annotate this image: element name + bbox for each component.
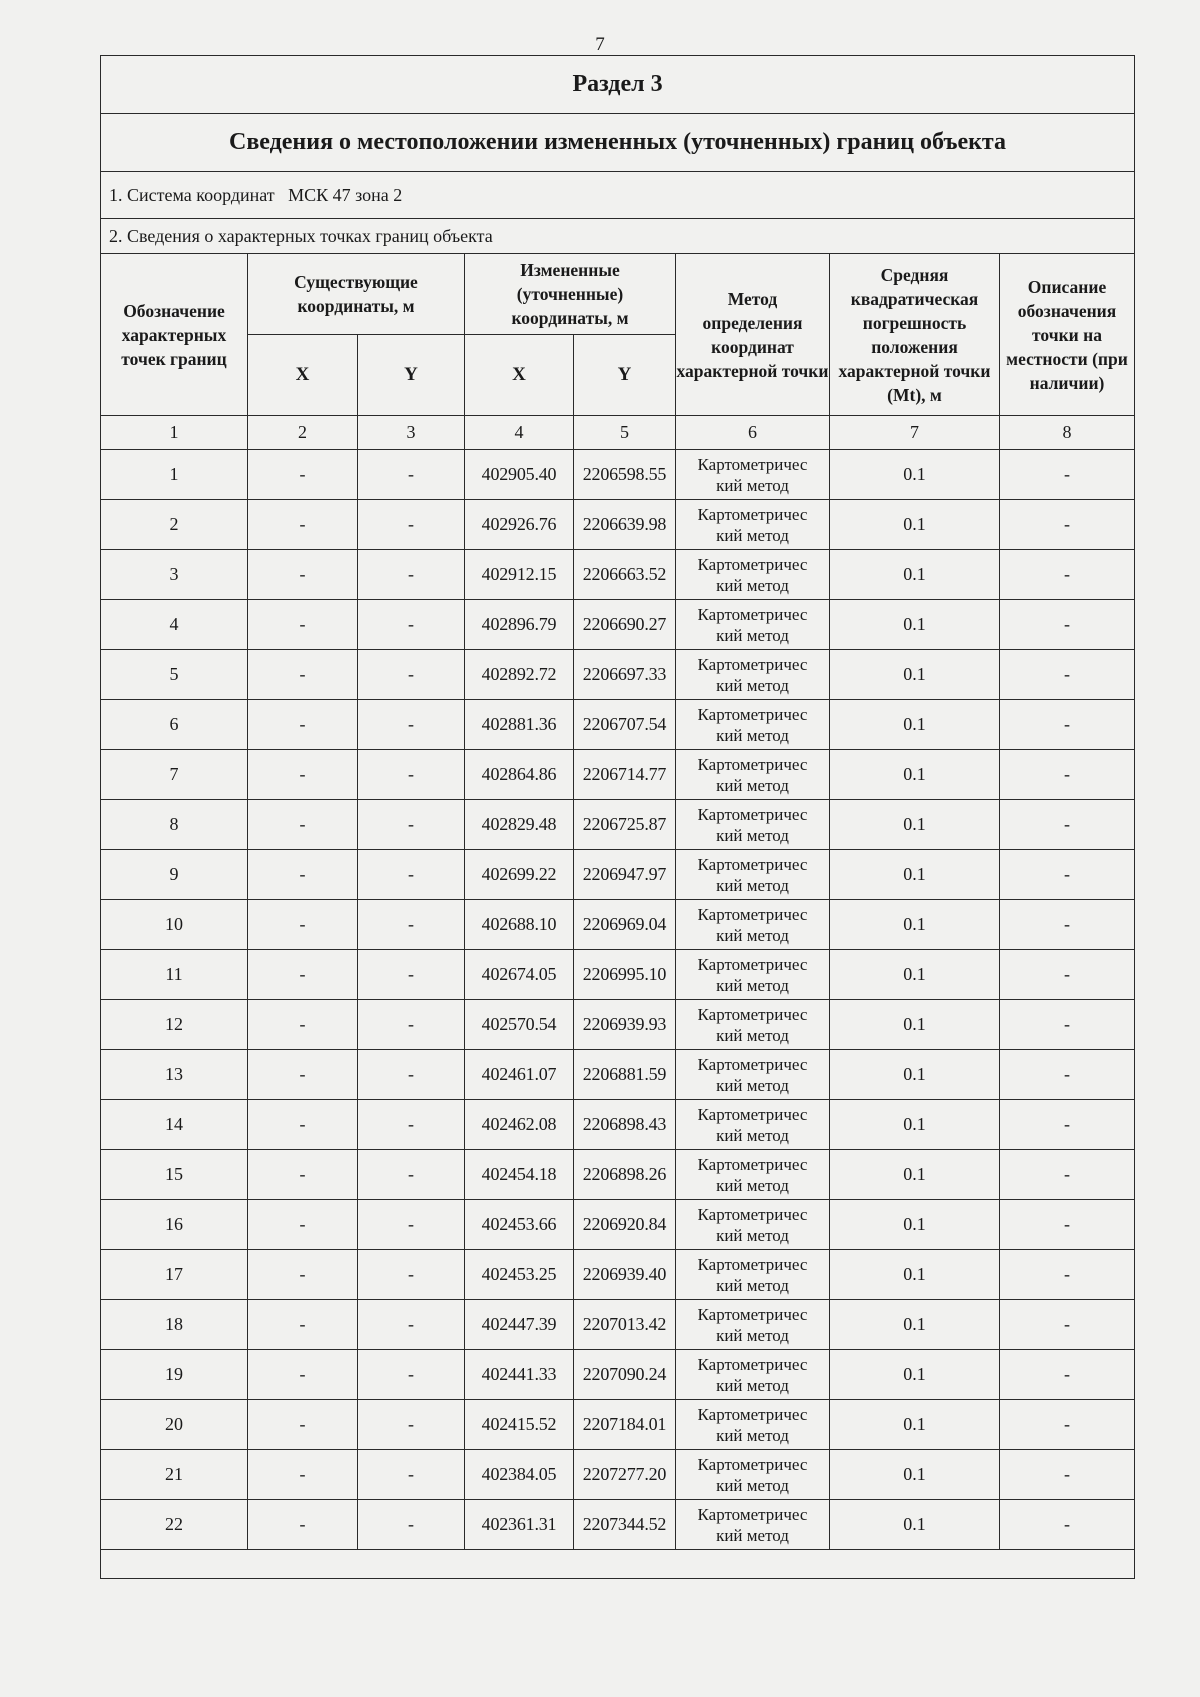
existing-y: - (358, 1350, 465, 1400)
changed-x: 402453.66 (465, 1200, 574, 1250)
method-line2: кий метод (716, 1225, 789, 1245)
existing-y: - (358, 1200, 465, 1250)
existing-x: - (248, 1500, 358, 1550)
changed-y: 2206598.55 (574, 450, 676, 500)
mean-error: 0.1 (830, 1400, 1000, 1450)
point-number: 3 (101, 550, 248, 600)
existing-x: - (248, 1300, 358, 1350)
point-description: - (1000, 850, 1135, 900)
method-line1: Картометричес (697, 454, 808, 474)
point-number: 1 (101, 450, 248, 500)
existing-x: - (248, 600, 358, 650)
method-line1: Картометричес (697, 1404, 808, 1424)
changed-x: 402415.52 (465, 1400, 574, 1450)
existing-y: - (358, 1500, 465, 1550)
method-line2: кий метод (716, 1325, 789, 1345)
mean-error: 0.1 (830, 1300, 1000, 1350)
table-row (101, 950, 1135, 1000)
header-description: Описание обозначения точки на местности (при наличии) (1000, 254, 1135, 416)
table-row (101, 1050, 1135, 1100)
point-description: - (1000, 1500, 1135, 1550)
existing-x: - (248, 1050, 358, 1100)
header-designation: Обозначение характерных точек границ (101, 254, 248, 416)
changed-x: 402384.05 (465, 1450, 574, 1500)
method (676, 700, 830, 750)
method (676, 1450, 830, 1500)
column-number: 8 (1000, 416, 1135, 450)
method (676, 800, 830, 850)
changed-y: 2206725.87 (574, 800, 676, 850)
table-row (101, 1350, 1135, 1400)
mean-error: 0.1 (830, 1100, 1000, 1150)
existing-y: - (358, 750, 465, 800)
point-description: - (1000, 500, 1135, 550)
changed-x: 402699.22 (465, 850, 574, 900)
table-row (101, 500, 1135, 550)
method (676, 1250, 830, 1300)
method-line2: кий метод (716, 1475, 789, 1495)
column-number: 6 (676, 416, 830, 450)
table-row (101, 450, 1135, 500)
method-line2: кий метод (716, 1275, 789, 1295)
changed-x: 402905.40 (465, 450, 574, 500)
existing-y: - (358, 1250, 465, 1300)
table-row (101, 1400, 1135, 1450)
table-row (101, 1300, 1135, 1350)
method-line2: кий метод (716, 1075, 789, 1095)
method-line2: кий метод (716, 1125, 789, 1145)
existing-x: - (248, 900, 358, 950)
changed-y: 2206898.26 (574, 1150, 676, 1200)
method-line1: Картометричес (697, 504, 808, 524)
method (676, 650, 830, 700)
changed-y: 2206881.59 (574, 1050, 676, 1100)
header-existing-y: Y (358, 335, 465, 416)
mean-error: 0.1 (830, 1250, 1000, 1300)
point-description: - (1000, 450, 1135, 500)
method (676, 750, 830, 800)
existing-y: - (358, 450, 465, 500)
mean-error: 0.1 (830, 550, 1000, 600)
existing-x: - (248, 450, 358, 500)
method (676, 1200, 830, 1250)
changed-x: 402881.36 (465, 700, 574, 750)
column-number: 1 (101, 416, 248, 450)
method-line1: Картометричес (697, 1254, 808, 1274)
method-line1: Картометричес (697, 1154, 808, 1174)
method-line1: Картометричес (697, 904, 808, 924)
existing-x: - (248, 1350, 358, 1400)
mean-error: 0.1 (830, 800, 1000, 850)
changed-x: 402570.54 (465, 1000, 574, 1050)
mean-error: 0.1 (830, 1450, 1000, 1500)
existing-y: - (358, 1450, 465, 1500)
point-description: - (1000, 1100, 1135, 1150)
table-row (101, 750, 1135, 800)
point-number: 22 (101, 1500, 248, 1550)
page-number: 7 (595, 34, 605, 55)
method-line2: кий метод (716, 875, 789, 895)
method-line1: Картометричес (697, 1104, 808, 1124)
changed-y: 2206995.10 (574, 950, 676, 1000)
changed-x: 402674.05 (465, 950, 574, 1000)
changed-x: 402892.72 (465, 650, 574, 700)
point-description: - (1000, 750, 1135, 800)
table-row (101, 1500, 1135, 1550)
point-number: 2 (101, 500, 248, 550)
method-line1: Картометричес (697, 1054, 808, 1074)
changed-x: 402829.48 (465, 800, 574, 850)
changed-x: 402864.86 (465, 750, 574, 800)
method (676, 1000, 830, 1050)
table-row (101, 800, 1135, 850)
point-description: - (1000, 1250, 1135, 1300)
method-line1: Картометричес (697, 654, 808, 674)
mean-error: 0.1 (830, 500, 1000, 550)
changed-x: 402896.79 (465, 600, 574, 650)
point-number: 12 (101, 1000, 248, 1050)
changed-y: 2206639.98 (574, 500, 676, 550)
point-description: - (1000, 600, 1135, 650)
table-row (101, 600, 1135, 650)
method (676, 1500, 830, 1550)
point-description: - (1000, 900, 1135, 950)
table-row (101, 850, 1135, 900)
mean-error: 0.1 (830, 450, 1000, 500)
method-line1: Картометричес (697, 954, 808, 974)
method (676, 900, 830, 950)
point-number: 20 (101, 1400, 248, 1450)
method-line2: кий метод (716, 1375, 789, 1395)
existing-y: - (358, 1050, 465, 1100)
existing-y: - (358, 950, 465, 1000)
method-line2: кий метод (716, 775, 789, 795)
method (676, 600, 830, 650)
mean-error: 0.1 (830, 1050, 1000, 1100)
header-error: Средняя квадратическая погрешность положения характерной точки (Mt), м (830, 254, 1000, 416)
method (676, 1100, 830, 1150)
existing-x: - (248, 1450, 358, 1500)
point-description: - (1000, 1150, 1135, 1200)
method-line2: кий метод (716, 925, 789, 945)
point-number: 19 (101, 1350, 248, 1400)
column-number: 5 (574, 416, 676, 450)
point-number: 11 (101, 950, 248, 1000)
method-line1: Картометричес (697, 1354, 808, 1374)
changed-y: 2206920.84 (574, 1200, 676, 1250)
table-row (101, 900, 1135, 950)
mean-error: 0.1 (830, 750, 1000, 800)
point-number: 8 (101, 800, 248, 850)
existing-y: - (358, 850, 465, 900)
existing-y: - (358, 800, 465, 850)
existing-y: - (358, 1300, 465, 1350)
changed-y: 2206690.27 (574, 600, 676, 650)
table-row (101, 700, 1135, 750)
doc-title: Сведения о местоположении измененных (уточненных) границ объекта (101, 114, 1135, 172)
point-number: 16 (101, 1200, 248, 1250)
changed-y: 2206939.93 (574, 1000, 676, 1050)
changed-y: 2207090.24 (574, 1350, 676, 1400)
point-number: 5 (101, 650, 248, 700)
existing-y: - (358, 1000, 465, 1050)
existing-x: - (248, 1200, 358, 1250)
mean-error: 0.1 (830, 1000, 1000, 1050)
changed-y: 2206714.77 (574, 750, 676, 800)
header-existing: Существующие координаты, м (248, 254, 465, 335)
existing-y: - (358, 1150, 465, 1200)
mean-error: 0.1 (830, 850, 1000, 900)
point-number: 6 (101, 700, 248, 750)
column-number: 7 (830, 416, 1000, 450)
changed-y: 2207184.01 (574, 1400, 676, 1450)
empty-footer-row (101, 1550, 1135, 1579)
changed-y: 2207344.52 (574, 1500, 676, 1550)
point-description: - (1000, 1000, 1135, 1050)
column-number: 3 (358, 416, 465, 450)
existing-y: - (358, 650, 465, 700)
method-line2: кий метод (716, 525, 789, 545)
method-line1: Картометричес (697, 804, 808, 824)
points-table (100, 55, 1135, 1579)
changed-y: 2206898.43 (574, 1100, 676, 1150)
section-title: Раздел 3 (101, 56, 1135, 114)
existing-x: - (248, 1150, 358, 1200)
point-description: - (1000, 700, 1135, 750)
method-line1: Картометричес (697, 704, 808, 724)
existing-x: - (248, 1250, 358, 1300)
changed-y: 2206969.04 (574, 900, 676, 950)
method (676, 950, 830, 1000)
column-number: 2 (248, 416, 358, 450)
method (676, 1300, 830, 1350)
method-line1: Картометричес (697, 554, 808, 574)
header-changed-y: Y (574, 335, 676, 416)
existing-x: - (248, 650, 358, 700)
point-description: - (1000, 1450, 1135, 1500)
method-line1: Картометричес (697, 1454, 808, 1474)
mean-error: 0.1 (830, 900, 1000, 950)
point-description: - (1000, 1400, 1135, 1450)
changed-x: 402361.31 (465, 1500, 574, 1550)
existing-x: - (248, 700, 358, 750)
existing-y: - (358, 500, 465, 550)
point-number: 18 (101, 1300, 248, 1350)
method-line1: Картометричес (697, 1504, 808, 1524)
points-heading: 2. Сведения о характерных точках границ объекта (101, 219, 1135, 254)
changed-y: 2207277.20 (574, 1450, 676, 1500)
point-number: 14 (101, 1100, 248, 1150)
table-row (101, 1000, 1135, 1050)
point-number: 17 (101, 1250, 248, 1300)
existing-y: - (358, 700, 465, 750)
existing-x: - (248, 1100, 358, 1150)
header-existing-x: X (248, 335, 358, 416)
point-description: - (1000, 1050, 1135, 1100)
method (676, 450, 830, 500)
method-line2: кий метод (716, 725, 789, 745)
point-number: 21 (101, 1450, 248, 1500)
mean-error: 0.1 (830, 600, 1000, 650)
point-number: 15 (101, 1150, 248, 1200)
method-line2: кий метод (716, 975, 789, 995)
changed-y: 2206697.33 (574, 650, 676, 700)
method-line2: кий метод (716, 1175, 789, 1195)
method-line1: Картометричес (697, 754, 808, 774)
method (676, 1400, 830, 1450)
changed-x: 402441.33 (465, 1350, 574, 1400)
existing-y: - (358, 900, 465, 950)
table-row (101, 1200, 1135, 1250)
mean-error: 0.1 (830, 700, 1000, 750)
method (676, 550, 830, 600)
table-row (101, 1250, 1135, 1300)
existing-y: - (358, 1400, 465, 1450)
point-description: - (1000, 550, 1135, 600)
method-line2: кий метод (716, 575, 789, 595)
method-line1: Картометричес (697, 1204, 808, 1224)
point-description: - (1000, 1300, 1135, 1350)
existing-y: - (358, 1100, 465, 1150)
mean-error: 0.1 (830, 950, 1000, 1000)
header-changed-x: X (465, 335, 574, 416)
existing-x: - (248, 500, 358, 550)
point-number: 10 (101, 900, 248, 950)
method (676, 500, 830, 550)
point-number: 7 (101, 750, 248, 800)
method-line2: кий метод (716, 1025, 789, 1045)
mean-error: 0.1 (830, 1150, 1000, 1200)
changed-x: 402454.18 (465, 1150, 574, 1200)
point-number: 9 (101, 850, 248, 900)
point-number: 13 (101, 1050, 248, 1100)
changed-x: 402461.07 (465, 1050, 574, 1100)
point-description: - (1000, 1350, 1135, 1400)
method-line1: Картометричес (697, 854, 808, 874)
point-description: - (1000, 1200, 1135, 1250)
mean-error: 0.1 (830, 1350, 1000, 1400)
method-line2: кий метод (716, 1425, 789, 1445)
changed-y: 2206939.40 (574, 1250, 676, 1300)
empty-cell (101, 1550, 1135, 1579)
table-row (101, 550, 1135, 600)
method-line1: Картометричес (697, 1004, 808, 1024)
changed-x: 402453.25 (465, 1250, 574, 1300)
existing-x: - (248, 800, 358, 850)
existing-x: - (248, 1000, 358, 1050)
method-line2: кий метод (716, 475, 789, 495)
existing-y: - (358, 600, 465, 650)
existing-x: - (248, 950, 358, 1000)
mean-error: 0.1 (830, 1200, 1000, 1250)
table-row (101, 650, 1135, 700)
method (676, 1350, 830, 1400)
existing-x: - (248, 550, 358, 600)
method-line1: Картометричес (697, 1304, 808, 1324)
method (676, 1050, 830, 1100)
table-row (101, 1450, 1135, 1500)
method (676, 1150, 830, 1200)
changed-x: 402926.76 (465, 500, 574, 550)
existing-x: - (248, 850, 358, 900)
point-number: 4 (101, 600, 248, 650)
point-description: - (1000, 650, 1135, 700)
mean-error: 0.1 (830, 1500, 1000, 1550)
method-line2: кий метод (716, 675, 789, 695)
existing-x: - (248, 1400, 358, 1450)
header-method: Метод определения координат характерной точки (676, 254, 830, 416)
column-numbers-row (101, 416, 1135, 450)
table-row (101, 1100, 1135, 1150)
mean-error: 0.1 (830, 650, 1000, 700)
point-description: - (1000, 950, 1135, 1000)
changed-y: 2206947.97 (574, 850, 676, 900)
column-number: 4 (465, 416, 574, 450)
header-changed: Измененные (уточненные) координаты, м (465, 254, 676, 335)
point-description: - (1000, 800, 1135, 850)
table-row (101, 1150, 1135, 1200)
changed-x: 402447.39 (465, 1300, 574, 1350)
coordinate-system: 1. Система координат МСК 47 зона 2 (101, 172, 1135, 219)
changed-x: 402912.15 (465, 550, 574, 600)
changed-x: 402688.10 (465, 900, 574, 950)
method-line1: Картометричес (697, 604, 808, 624)
method-line2: кий метод (716, 1525, 789, 1545)
changed-y: 2206707.54 (574, 700, 676, 750)
changed-y: 2207013.42 (574, 1300, 676, 1350)
existing-y: - (358, 550, 465, 600)
existing-x: - (248, 750, 358, 800)
changed-y: 2206663.52 (574, 550, 676, 600)
method-line2: кий метод (716, 625, 789, 645)
method (676, 850, 830, 900)
changed-x: 402462.08 (465, 1100, 574, 1150)
method-line2: кий метод (716, 825, 789, 845)
